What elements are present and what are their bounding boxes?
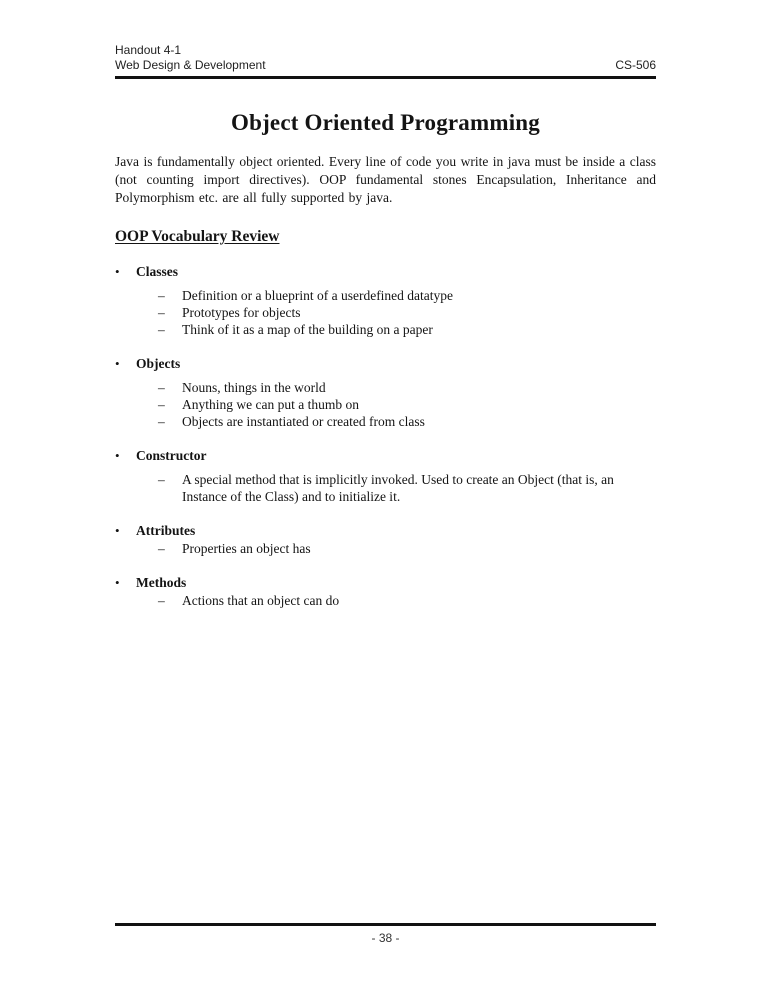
sub-items: [115, 379, 656, 430]
document-page: [115, 0, 656, 994]
dash-marker: –: [158, 397, 165, 412]
list-item: [115, 304, 656, 321]
dash-marker: –: [158, 380, 165, 395]
sub-items: [115, 540, 656, 557]
list-item: [115, 592, 656, 609]
handout-label: Handout 4-1: [115, 43, 182, 57]
term-row: [115, 263, 656, 280]
bullet-marker: •: [115, 448, 120, 463]
vocab-term: Constructor: [136, 448, 207, 463]
term-row: [115, 355, 656, 372]
header-left: [115, 43, 266, 73]
bullet-marker: •: [115, 264, 120, 279]
bullet-marker: •: [115, 575, 120, 590]
dash-marker: –: [158, 472, 165, 487]
list-item-text: Prototypes for objects: [182, 305, 301, 320]
list-item-text: Definition or a blueprint of a userdefined datatype: [182, 288, 454, 303]
vocab-term: Objects: [136, 356, 181, 371]
page-number: - 38 -: [371, 931, 400, 945]
list-item: [115, 396, 656, 413]
sub-items: [115, 471, 656, 505]
dash-marker: –: [158, 288, 165, 303]
sub-items: [115, 592, 656, 609]
vocab-term: Attributes: [136, 523, 196, 538]
vocab-entry-methods: [115, 574, 656, 609]
list-item: [115, 413, 656, 430]
page-footer: [115, 923, 656, 945]
dash-marker: –: [158, 593, 165, 608]
page-header: [115, 0, 656, 79]
bullet-marker: •: [115, 523, 120, 538]
list-item-text: Objects are instantiated or created from class: [182, 414, 425, 429]
term-row: [115, 447, 656, 464]
list-item: [115, 287, 656, 304]
list-item-text: Anything we can put a thumb on: [182, 397, 359, 412]
vocab-entry-classes: [115, 263, 656, 338]
dash-marker: –: [158, 322, 165, 337]
vocab-list: [115, 263, 656, 609]
term-row: [115, 522, 656, 539]
sub-items: [115, 287, 656, 338]
page-title: Object Oriented Programming: [230, 110, 540, 135]
list-item-text: Think of it as a map of the building on a paper: [182, 322, 433, 337]
list-item: [115, 471, 656, 505]
section-heading: OOP Vocabulary Review: [115, 228, 280, 245]
list-item-text: A special method that is implicitly invoked. Used to create an Object (that is, an Instance of the Class) and to initialize it.: [182, 472, 614, 504]
list-item: [115, 321, 656, 338]
dash-marker: –: [158, 541, 165, 556]
dash-marker: –: [158, 305, 165, 320]
list-item: [115, 379, 656, 396]
dash-marker: –: [158, 414, 165, 429]
vocab-term: Classes: [136, 264, 179, 279]
vocab-term: Methods: [136, 575, 187, 590]
bullet-marker: •: [115, 356, 120, 371]
course-title: Web Design & Development: [115, 58, 266, 72]
list-item-text: Actions that an object can do: [182, 593, 340, 608]
term-row: [115, 574, 656, 591]
list-item-text: Nouns, things in the world: [182, 380, 326, 395]
vocab-entry-objects: [115, 355, 656, 430]
list-item: [115, 540, 656, 557]
course-code: CS-506: [615, 58, 656, 72]
vocab-entry-constructor: [115, 447, 656, 505]
vocab-entry-attributes: [115, 522, 656, 557]
list-item-text: Properties an object has: [182, 541, 311, 556]
intro-paragraph: Java is fundamentally object oriented. Every line of code you write in java must be inside a class (not counting import directives). OOP fundamental stones Encapsulation, Inheritance and Polymorphism etc. are all fully supported by java.: [115, 154, 656, 205]
